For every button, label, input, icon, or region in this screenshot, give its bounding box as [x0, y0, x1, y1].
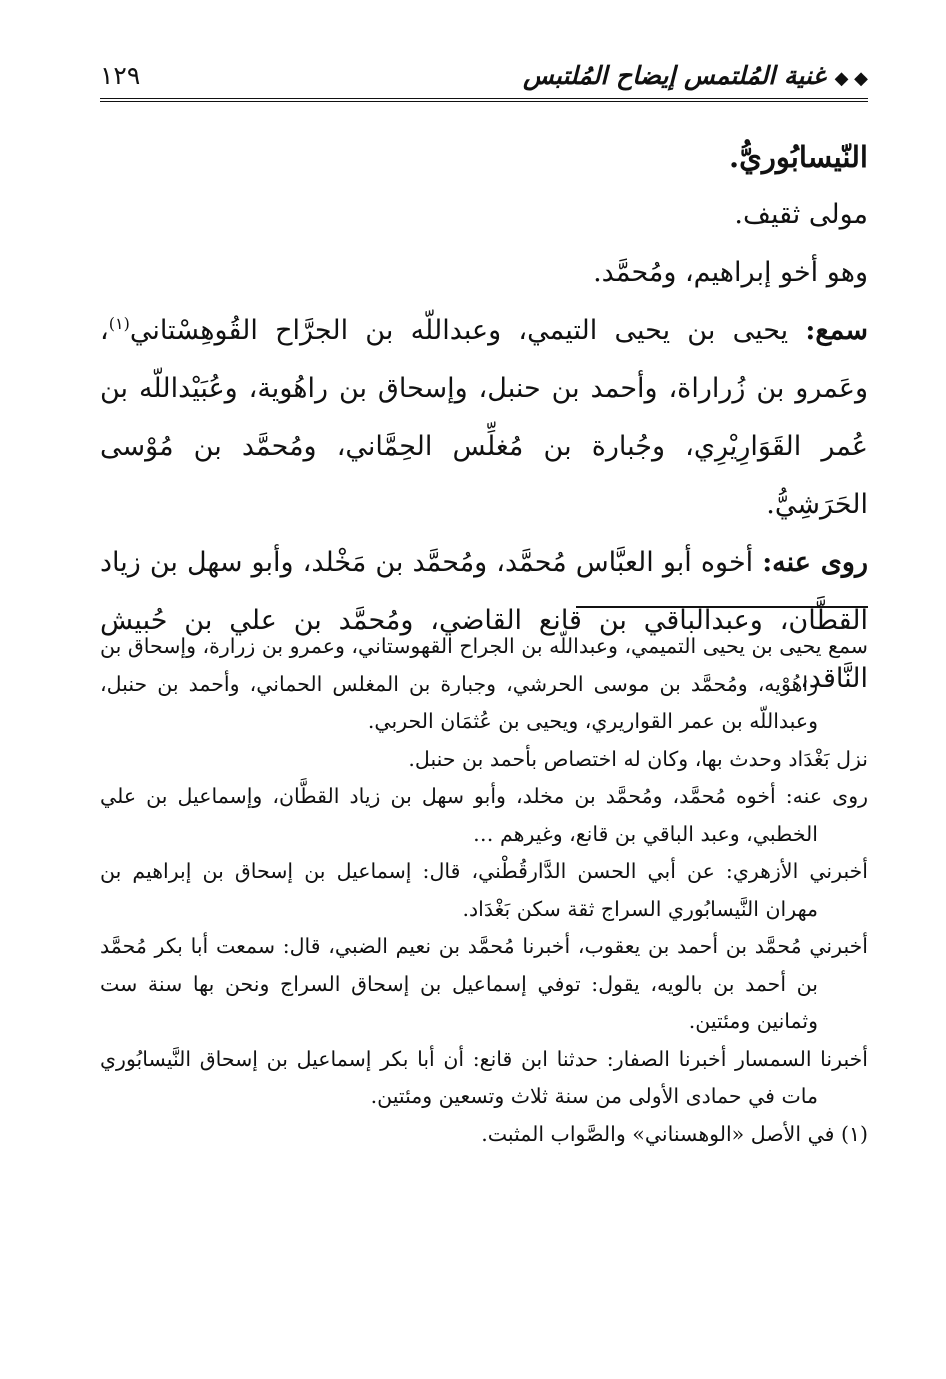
note-paragraph: أخبرني مُحمَّد بن أحمد بن يعقوب، أخبرنا مُحمَّد بن نعيم الضبي، قال: سمعت أبا بكر مُحمَّد بن أحمد بن بالويه، يقول: توفي إسماعيل بن إسحاق السراج ونحن بها سنة ست وثمانين ومئتين. — [100, 934, 868, 1033]
footnote-marker: (١) — [108, 314, 130, 333]
entry-heading: النّيسابُوريُّ. — [729, 140, 868, 174]
running-title-group — [523, 61, 868, 90]
sami-label: سمع: — [805, 315, 868, 346]
sami-text-b: ، وعَمرو بن زُراراة، وأحمد بن حنبل، وإسحاق بن راهُوية، وعُبَيْداللّه بن عُمر القَوَارِيْرِي، وجُبارة بن مُغلِّس الحِمَّاني، ومُحمَّد بن مُوْسى الحَرَشِيُّ. — [100, 315, 868, 520]
main-text — [100, 128, 868, 708]
diamond-ornament-icon: ◆ ◆ — [834, 67, 868, 89]
running-title: غنية المُلتمس إيضاح المُلتبس — [523, 60, 826, 90]
note-paragraph: أخبرني الأزهري: عن أبي الحسن الدَّارقُطْني، قال: إسماعيل بن إسحاق بن إبراهيم بن مهران النَّيسابُوري السراج ثقة سكن بَغْدَاد. — [100, 859, 868, 921]
note-paragraph: أخبرنا السمسار أخبرنا الصفار: حدثنا ابن قانع: أن أبا بكر إسماعيل بن إسحاق النَّيسابُوري مات في حمادى الأولى من سنة ثلاث وتسعين ومئتين. — [100, 1046, 868, 1108]
footnote-1: (١) في الأصل «الوهسناني» والصَّواب المثبت. — [481, 1121, 868, 1146]
page-number: ١٢٩ — [100, 60, 141, 90]
paragraph-mawla: مولى ثقيف. — [734, 199, 868, 230]
note-paragraph: نزل بَغْدَاد وحدث بها، وكان له اختصاص بأحمد بن حنبل. — [408, 746, 868, 771]
paragraph-brother: وهو أخو إبراهيم، ومُحمَّد. — [593, 257, 868, 288]
footnote-divider — [576, 606, 868, 608]
page-header — [100, 52, 868, 102]
note-paragraph: سمع يحيى بن يحيى التميمي، وعبداللّه بن الجراح القهوستاني، وعمرو بن زرارة، وإسحاق بن راهُوْيه، ومُحمَّد بن موسى الحرشي، وجبارة بن المغلس الحماني، وأحمد بن حنبل، وعبداللّه بن عمر القواريري، ويحيى بن عُثمَان الحربي. — [100, 634, 868, 733]
notes-block — [100, 628, 868, 1153]
rawa-label: روى عنه: — [762, 547, 868, 578]
sami-text-a: يحيى بن يحيى التيمي، وعبداللّه بن الجرَّاح القُوهِسْتاني — [129, 315, 806, 346]
rawa-text: أخوه أبو العبَّاس مُحمَّد، ومُحمَّد بن مَخْلد، وأبو سهل بن زياد القطَّان، وعبدالباقي بن قانع القاضي، ومُحمَّد بن علي بن حُبيش النَّاقد، — [100, 547, 868, 694]
paragraph-sami — [100, 302, 868, 534]
note-paragraph: روى عنه: أخوه مُحمَّد، ومُحمَّد بن مخلد، وأبو سهل بن زياد القطَّان، وإسماعيل بن علي الخطبي، وعبد الباقي بن قانع، وغيرهم … — [100, 784, 868, 846]
